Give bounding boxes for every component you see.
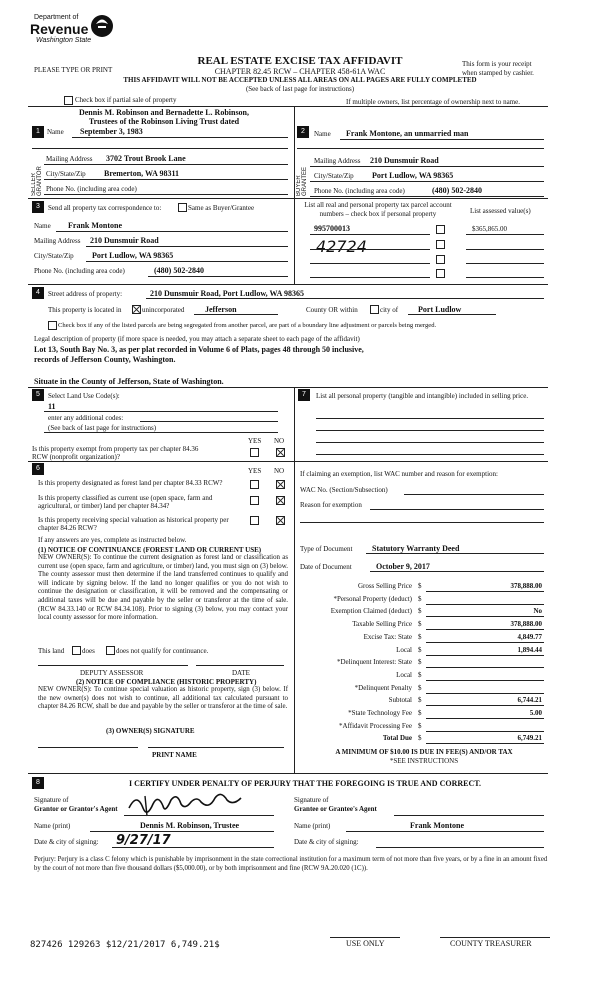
legal-line-3: Situate in the County of Jefferson, State of Washington. <box>34 377 224 386</box>
deputy-assessor-label: DEPUTY ASSESSOR <box>80 669 144 677</box>
tax-row-label: Total Due <box>382 734 412 742</box>
grantee-sig-label-2: Grantee or Grantee's Agent <box>294 805 377 813</box>
notice-2-body: NEW OWNER(S): To continue special valuation as historic property, sign (3) below. If the new owner(s) does not wish to continue, all additional tax calculated pursuant to chapter 84.26 RCW, shall be due and payable by the seller or transferor at the time of sale. <box>38 686 288 711</box>
grantor-sig-label-2: Grantor or Grantor's Agent <box>34 805 118 813</box>
assessed-heading: List assessed value(s) <box>470 207 531 215</box>
corr-phone-label: Phone No. (including area code) <box>34 267 125 275</box>
correspondence-heading: Send all property tax correspondence to: <box>48 204 162 212</box>
tax-row-line <box>426 743 544 744</box>
unincorporated-label: unincorporated <box>142 306 185 314</box>
corr-mailing-label: Mailing Address <box>34 237 81 245</box>
county-label: County OR within <box>306 306 358 314</box>
tax-row-line <box>426 731 544 732</box>
grantor-date-value[interactable]: 9/27/17 <box>116 833 171 848</box>
corr-mailing-value[interactable]: 210 Dunsmuir Road <box>90 236 159 245</box>
multiple-owners-note: If multiple owners, list percentage of ownership next to name. <box>346 98 520 106</box>
receipt-note-2: when stamped by cashier. <box>462 69 534 77</box>
tax-row-line <box>426 680 544 681</box>
buyer-name-value[interactable]: Frank Montone, an unmarried man <box>346 129 469 138</box>
tax-row-label: *Affidavit Processing Fee <box>339 722 412 730</box>
city-value[interactable]: Port Ludlow <box>418 305 462 314</box>
seller-side-label: SELLER GRANTOR <box>31 166 43 196</box>
tax-row-value[interactable]: 6,749.21 <box>517 734 542 742</box>
tax-row-line <box>426 667 544 668</box>
form-title: REAL ESTATE EXCISE TAX AFFIDAVIT <box>197 55 403 67</box>
seller-name-line2: Trustees of the Robinson Living Trust dated <box>88 117 240 126</box>
parcel-personal-checkbox-1[interactable] <box>436 225 445 234</box>
s6-no: NO <box>274 467 285 475</box>
tax-row-currency: $ <box>418 658 422 666</box>
use-only-label: USE ONLY <box>346 939 385 948</box>
corr-city-value[interactable]: Port Ludlow, WA 98365 <box>92 251 174 260</box>
buyer-city-label: City/State/Zip <box>314 172 354 180</box>
dept-line1: Department of <box>34 14 79 21</box>
print-name-label: PRINT NAME <box>152 751 197 759</box>
tax-row-label: *State Technology Fee <box>348 709 412 717</box>
street-label: Street address of property: <box>48 290 123 298</box>
land-use-yes: YES <box>248 437 262 445</box>
same-as-buyer-checkbox[interactable] <box>178 203 187 212</box>
s6-question-3: Is this property receiving special valuation as historical property per chapter 84.26 RCW? <box>38 516 229 532</box>
section-2-number: 2 <box>297 126 309 138</box>
tax-row-label: Local <box>396 646 412 654</box>
tax-row-line <box>426 642 544 643</box>
section-6-number: 6 <box>32 463 44 475</box>
same-as-buyer-label: Same as Buyer/Grantee <box>188 204 255 212</box>
partial-sale-checkbox[interactable] <box>64 96 73 105</box>
form-see-back: (See back of last page for instructions) <box>245 85 355 93</box>
q1-yes-checkbox[interactable] <box>250 480 259 489</box>
located-label: This property is located in <box>48 306 122 314</box>
tax-row-value[interactable]: No <box>533 607 542 615</box>
q2-no-checkbox[interactable] <box>276 496 285 505</box>
tax-row-currency: $ <box>418 671 422 679</box>
tax-row-label: Taxable Selling Price <box>352 620 412 628</box>
seller-name-line3[interactable]: September 3, 1983 <box>80 127 143 136</box>
segregated-checkbox[interactable] <box>48 321 57 330</box>
s6-question-2: Is this property classified as current use (open space, farm and agricultural, or timber) land per chapter 84.34? <box>38 494 213 510</box>
seller-phone-label: Phone No. (including area code) <box>46 185 137 193</box>
tax-row-currency: $ <box>418 684 422 692</box>
cashier-receipt-stamp: 827426 129263 $12/21/2017 6,749.21$ <box>30 940 220 950</box>
reason-label: Reason for exemption <box>300 501 362 509</box>
grantee-date-label: Date & city of signing: <box>294 838 359 846</box>
legal-line-2: records of Jefferson County, Washington. <box>34 355 176 364</box>
legal-label: Legal description of property (if more space is needed, you may attach a separate sheet to each page of the affidavit) <box>34 335 360 343</box>
tax-row-line <box>426 629 544 630</box>
s6-question-1: Is this property designated as forest land per chapter 84.33 RCW? <box>38 479 223 487</box>
personal-property-heading: List all personal property (tangible and intangible) included in selling price. <box>316 392 529 400</box>
county-treasurer-label: COUNTY TREASURER <box>450 939 532 948</box>
land-does-label: This land <box>38 647 65 655</box>
land-use-heading: Select Land Use Code(s): <box>48 392 120 400</box>
buyer-phone-value[interactable]: (480) 502-2840 <box>432 186 482 195</box>
tax-row-label: Exemption Claimed (deduct) <box>330 607 412 615</box>
q3-no-checkbox[interactable] <box>276 516 285 525</box>
tax-row-currency: $ <box>418 646 422 654</box>
form-warning: THIS AFFIDAVIT WILL NOT BE ACCEPTED UNLESS ALL AREAS ON ALL PAGES ARE FULLY COMPLETED <box>123 76 477 84</box>
city-of-checkbox[interactable] <box>370 305 379 314</box>
legal-line-1: Lot 13, South Bay No. 3, as per plat recorded in Volume 6 of Plats, pages 48 through 50 inclusive, <box>34 345 364 354</box>
parcel-personal-checkbox-4[interactable] <box>436 269 445 278</box>
grantee-sig-label-1: Signature of <box>294 796 329 804</box>
grantee-name-value[interactable]: Frank Montone <box>410 821 464 830</box>
corr-name-value[interactable]: Frank Montone <box>68 221 122 230</box>
buyer-mailing-label: Mailing Address <box>314 157 361 165</box>
does-label: does <box>82 647 95 655</box>
tax-row-line <box>426 616 544 617</box>
tax-row-value[interactable]: 5.00 <box>529 709 542 717</box>
tax-row-value[interactable]: 378,888.00 <box>510 582 542 590</box>
buyer-city-value[interactable]: Port Ludlow, WA 98365 <box>372 171 454 180</box>
tax-row-currency: $ <box>418 582 422 590</box>
seller-name-label: Name <box>47 128 64 136</box>
notice-1-title: (1) NOTICE OF CONTINUANCE (FOREST LAND OR CURRENT USE) <box>38 546 262 554</box>
buyer-phone-label: Phone No. (including area code) <box>314 187 405 195</box>
tax-row-value[interactable]: 4,849.77 <box>517 633 542 641</box>
segregated-label: Check box if any of the listed parcels are being segregated from another parcel, are part of a boundary line adjustment or parcels being merged. <box>58 322 437 329</box>
tax-row-currency: $ <box>418 595 422 603</box>
seller-city-value[interactable]: Bremerton, WA 98311 <box>104 169 180 178</box>
corr-phone-value[interactable]: (480) 502-2840 <box>154 266 204 275</box>
tax-row-currency: $ <box>418 734 422 742</box>
assessed-value-1[interactable]: $365,865.00 <box>472 225 507 233</box>
tax-row-currency: $ <box>418 620 422 628</box>
tax-row-label: *Delinquent Interest: State <box>336 658 412 666</box>
section-5-number: 5 <box>32 389 44 401</box>
owner-signature-label: (3) OWNER(S) SIGNATURE <box>106 727 195 735</box>
buyer-mailing-value[interactable]: 210 Dunsmuir Road <box>370 156 439 165</box>
deputy-date-label: DATE <box>232 669 250 677</box>
dept-line3: Washington State <box>36 37 92 44</box>
exempt-yes-checkbox[interactable] <box>250 448 259 457</box>
tax-row-line <box>426 705 544 706</box>
seller-mailing-label: Mailing Address <box>46 155 93 163</box>
seller-name-line1: Dennis M. Robinson and Bernadette L. Robinson, <box>78 108 250 117</box>
exempt-question: Is this property exempt from property tax per chapter 84.36 RCW (nonprofit organization)? <box>32 445 199 461</box>
doc-date-label: Date of Document <box>300 563 352 571</box>
tax-row-line <box>426 718 544 719</box>
wac-label: WAC No. (Section/Subsection) <box>300 486 388 494</box>
q3-yes-checkbox[interactable] <box>250 516 259 525</box>
land-use-no: NO <box>274 437 285 445</box>
does-not-label: does not qualify for continuance. <box>116 647 209 655</box>
tax-row-label: Subtotal <box>388 696 412 704</box>
land-use-code[interactable]: 11 <box>48 402 56 411</box>
land-use-see-back: (See back of last page for instructions) <box>48 424 157 432</box>
does-not-checkbox[interactable] <box>106 646 115 655</box>
corr-city-label: City/State/Zip <box>34 252 74 260</box>
section-3-number: 3 <box>32 201 44 213</box>
exempt-no-checkbox[interactable] <box>276 448 285 457</box>
section-1-number: 1 <box>32 126 44 138</box>
tax-row-label: *Delinquent Penalty <box>354 684 412 692</box>
print-note: PLEASE TYPE OR PRINT <box>34 66 113 74</box>
tax-row-line <box>426 604 544 605</box>
tax-row-currency: $ <box>418 709 422 717</box>
tax-row-currency: $ <box>418 633 422 641</box>
minimum-note: A MINIMUM OF $10.00 IS DUE IN FEE(S) AND/OR TAX <box>335 748 513 756</box>
section-4-number: 4 <box>32 287 44 299</box>
exemption-heading: If claiming an exemption, list WAC number and reason for exemption: <box>300 470 498 478</box>
section-7-number: 7 <box>298 389 310 401</box>
see-instructions: *SEE INSTRUCTIONS <box>389 757 459 765</box>
buyer-side-label: BUYER GRANTEE <box>296 166 308 196</box>
receipt-note-1: This form is your receipt <box>462 60 532 68</box>
parcels-heading-1: List all real and personal property tax parcel account <box>304 201 452 209</box>
doc-type-label: Type of Document <box>300 545 353 553</box>
parcel-personal-checkbox-2[interactable] <box>436 240 445 249</box>
tax-row-currency: $ <box>418 722 422 730</box>
city-of-label: city of <box>380 306 399 314</box>
corr-name-label: Name <box>34 222 51 230</box>
does-checkbox[interactable] <box>72 646 81 655</box>
additional-codes: enter any additional codes: <box>48 414 124 422</box>
grantor-name-label: Name (print) <box>34 822 71 830</box>
partial-sale-label: Check box if partial sale of property <box>75 96 177 104</box>
tax-row-label: Gross Selling Price <box>357 582 412 590</box>
certify-heading: I CERTIFY UNDER PENALTY OF PERJURY THAT THE FOREGOING IS TRUE AND CORRECT. <box>128 779 481 788</box>
section-8-number: 8 <box>32 777 44 789</box>
parcel-number-2[interactable]: 42724 <box>316 237 367 256</box>
tax-row-line <box>426 655 544 656</box>
tax-row-value[interactable]: 378,888.00 <box>510 620 542 628</box>
notice-2-title: (2) NOTICE OF COMPLIANCE (HISTORIC PROPERTY) <box>76 678 257 686</box>
tax-row-currency: $ <box>418 607 422 615</box>
parcel-number-1[interactable]: 995700013 <box>314 224 350 233</box>
grantor-date-label: Date & city of signing: <box>34 838 99 846</box>
tax-row-line <box>426 591 544 592</box>
parcel-personal-checkbox-3[interactable] <box>436 255 445 264</box>
tax-row-label: Excise Tax: State <box>363 633 412 641</box>
tax-row-value[interactable]: 6,744.21 <box>517 696 542 704</box>
parcels-heading-2: numbers – check box if personal property <box>319 210 437 218</box>
doc-type-value[interactable]: Statutory Warranty Deed <box>372 544 460 553</box>
grantor-name-value[interactable]: Dennis M. Robinson, Trustee <box>140 821 240 830</box>
doc-date-value[interactable]: October 9, 2017 <box>376 562 430 571</box>
s6-yes: YES <box>248 467 262 475</box>
tax-row-currency: $ <box>418 696 422 704</box>
notice-1-body: NEW OWNER(S): To continue the current designation as forest land or classification as current use (open space, farm and agriculture, or timber) land, you must sign on (3) below. The county assessor must then determine if the land transferred continues to qualify and will indicate by signing below. If the land no longer qualifies or you do not wish to continue the designation or classification, it will be removed and the compensating or additional taxes will be due and payable by the seller or transferor at the time of sale. (RCW 84.33.140 or RCW 84.34.108). Prior to signing (3) below, you may contact your local county assessor for more information. <box>38 554 288 622</box>
dept-line2: Revenue <box>30 21 89 37</box>
tax-row-label: *Personal Property (deduct) <box>333 595 412 603</box>
form-subtitle: CHAPTER 82.45 RCW – CHAPTER 458-61A WAC <box>214 67 386 76</box>
street-value[interactable]: 210 Dunsmuir Road, Port Ludlow, WA 98365 <box>150 289 304 298</box>
grantor-sig-label-1: Signature of <box>34 796 69 804</box>
q1-no-checkbox[interactable] <box>276 480 285 489</box>
q2-yes-checkbox[interactable] <box>250 496 259 505</box>
grantee-name-label: Name (print) <box>294 822 331 830</box>
tax-row-value[interactable]: 1,894.44 <box>517 646 542 654</box>
seller-mailing-value[interactable]: 3702 Trout Brook Lane <box>106 154 186 163</box>
seller-city-label: City/State/Zip <box>46 170 86 178</box>
buyer-name-label: Name <box>314 130 331 138</box>
perjury-statement: Perjury: Perjury is a class C felony which is punishable by imprisonment in the state correctional institution for a maximum term of not more than five years, or by a fine in an amount fixed by the court of not more than five thousand dollars ($5,000.00), or by both imprisonment and fine (RCW 9A.20.020 (1C)). <box>34 856 548 872</box>
tax-row-line <box>426 693 544 694</box>
county-value[interactable]: Jefferson <box>205 305 237 314</box>
unincorporated-checkbox[interactable] <box>132 305 141 314</box>
s6-if-yes: If any answers are yes, complete as instructed below. <box>38 536 187 544</box>
tax-row-label: Local <box>396 671 412 679</box>
